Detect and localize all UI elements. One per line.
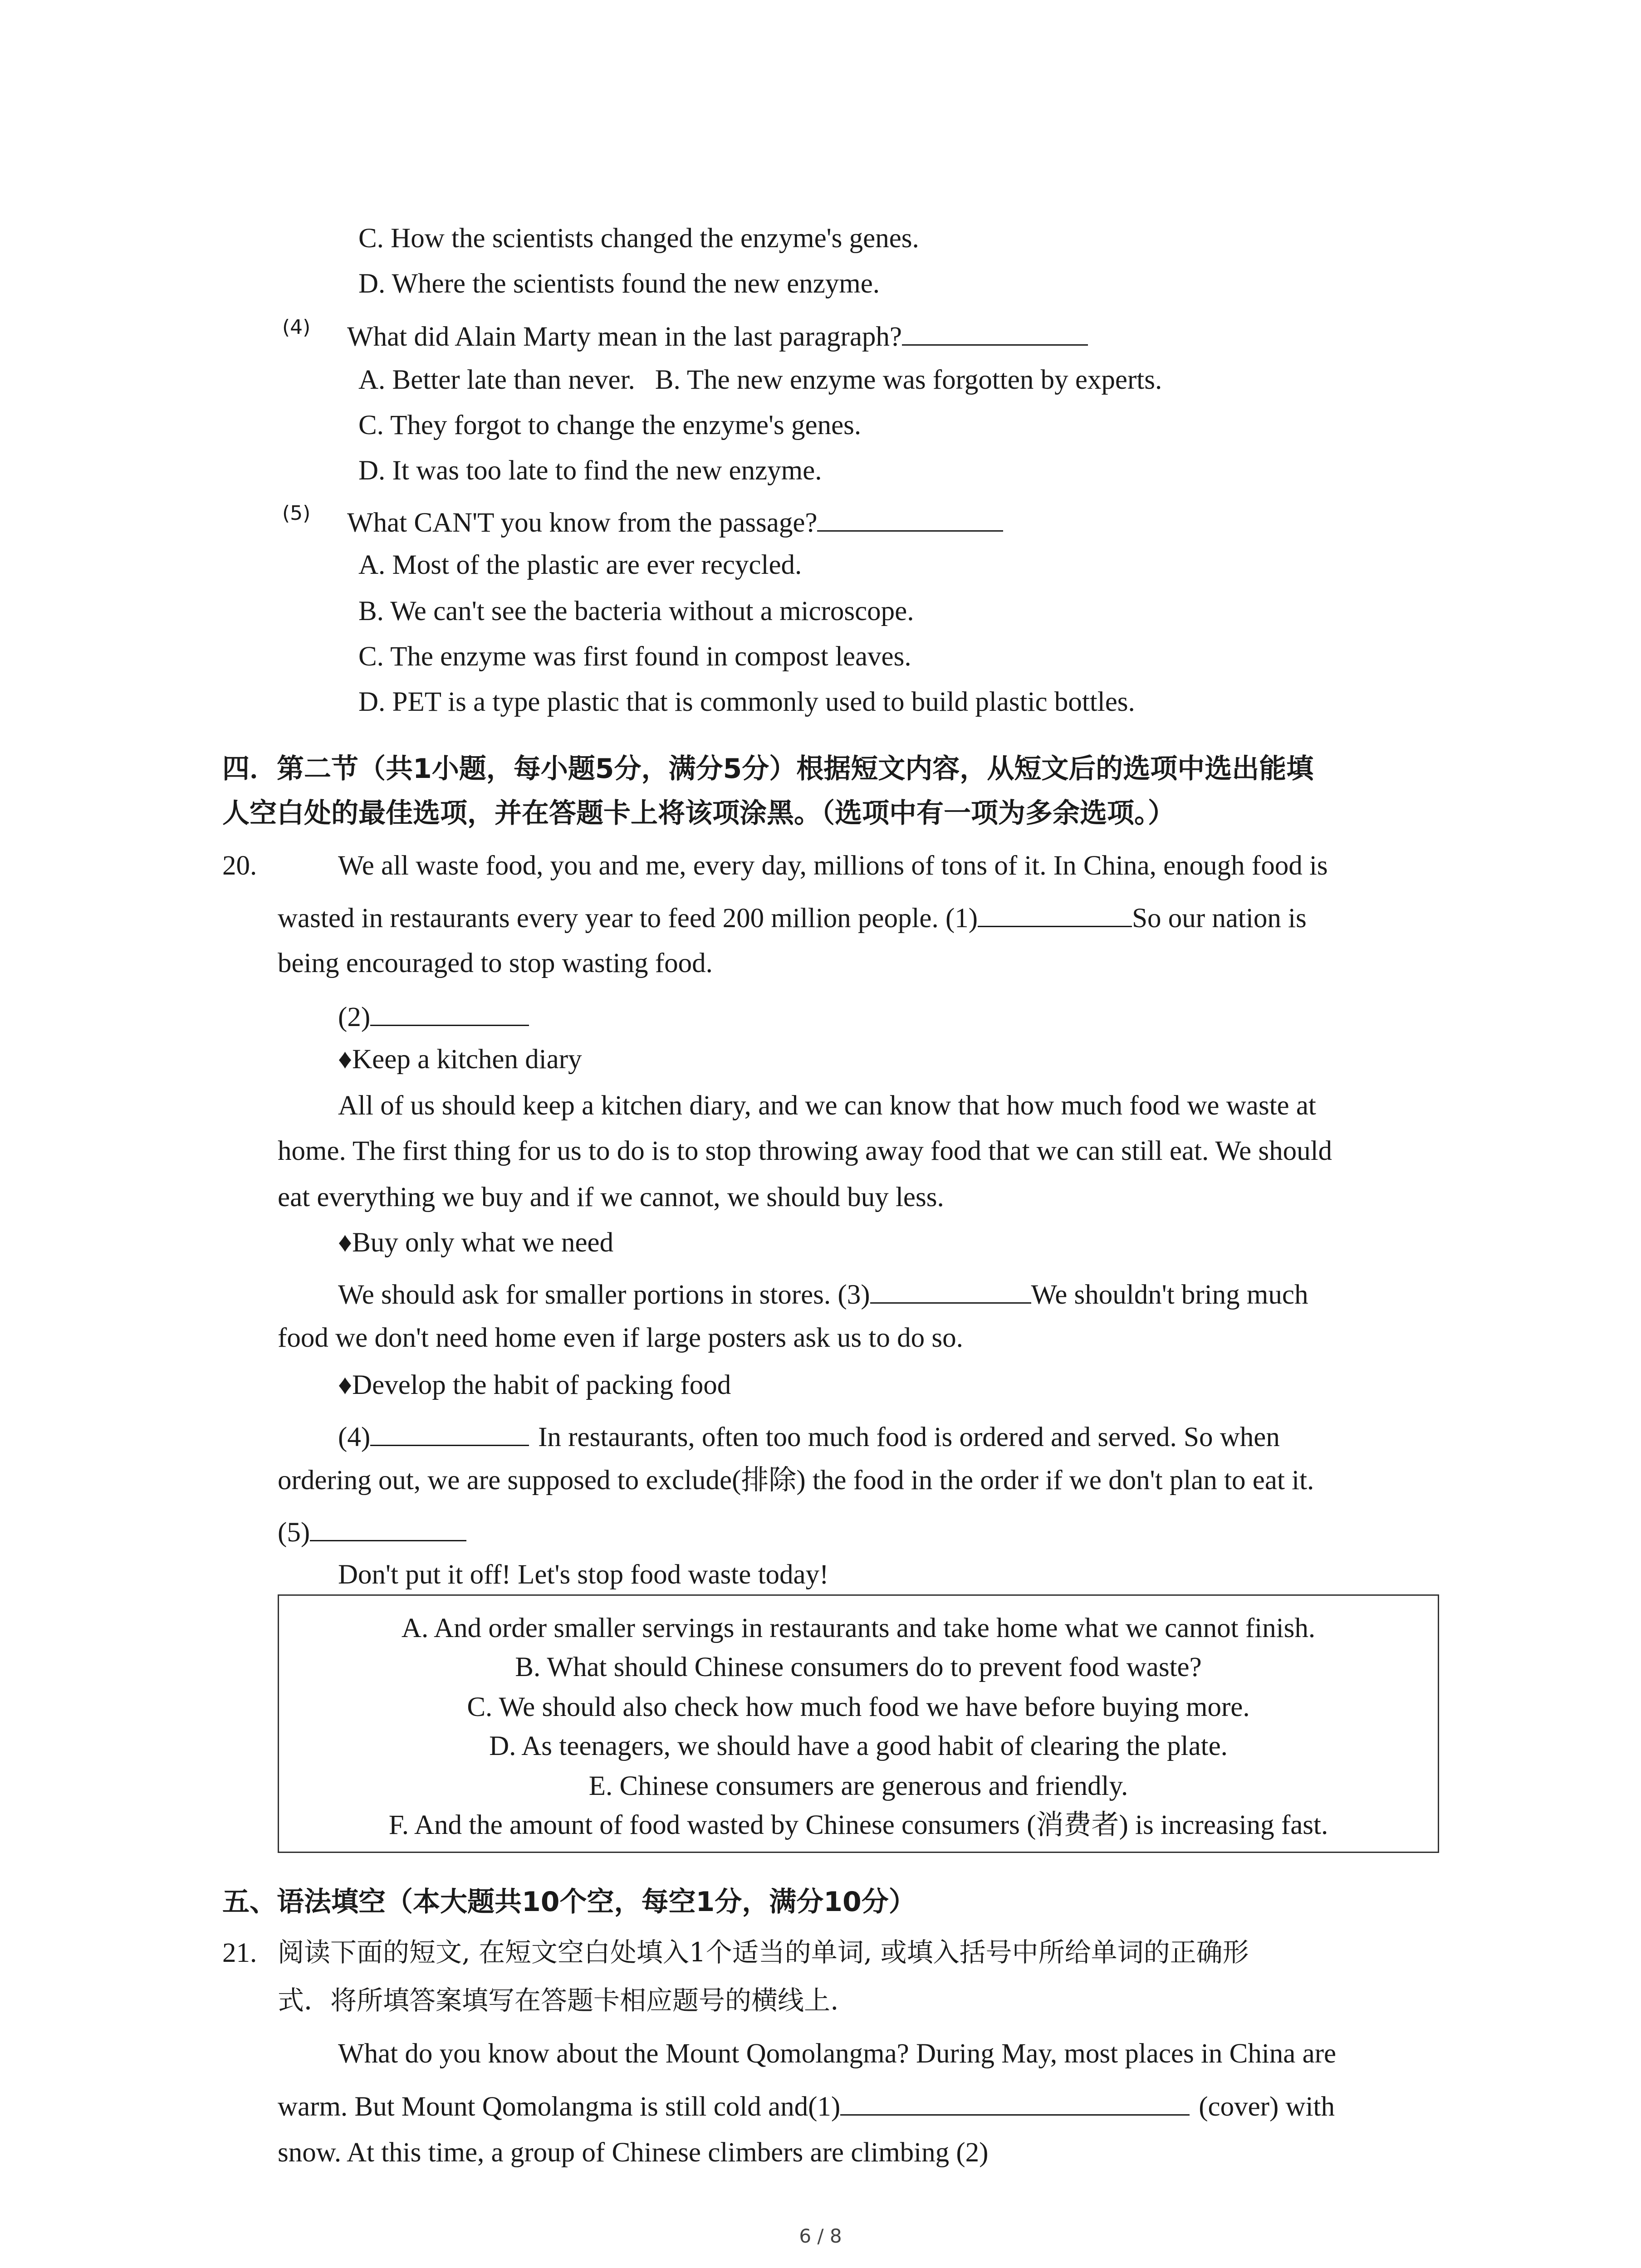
q20-paragraph1-line1: We all waste food, you and me, every day, millions of tons of it. In China, enough food is — [338, 850, 1328, 881]
q20-bullet-buy-only: ♦Buy only what we need — [338, 1227, 614, 1258]
q20-number: 20. — [222, 850, 257, 881]
q19-4-number: (4) — [282, 316, 311, 339]
q20-blank-2-line — [338, 1000, 529, 1031]
q20-paragraph3-line2: food we don't need home even if large posters ask us to do so. — [278, 1323, 963, 1353]
q21-blank-1[interactable] — [840, 2090, 1190, 2116]
q21-passage-line2 — [278, 2090, 1335, 2121]
section5-heading: 五、语法填空（本大题共10个空，每空1分，满分10分） — [222, 1886, 916, 1918]
q19-4-option-a: A. Better late than never. — [358, 365, 635, 395]
q20-blank-5-line — [278, 1515, 466, 1546]
q20-paragraph3-line1-text: We should ask for smaller portions in stores. (3) — [338, 1280, 870, 1310]
q20-blank-2[interactable] — [370, 1000, 529, 1026]
q20-blank-3[interactable] — [870, 1278, 1031, 1304]
q20-paragraph4-line1-text: In restaurants, often too much food is ordered and served. So when — [538, 1422, 1280, 1452]
q19-4-option-d: D. It was too late to find the new enzyme. — [358, 455, 822, 486]
q20-options-box — [278, 1594, 1439, 1853]
q20-blank-2-label: (2) — [338, 1002, 371, 1032]
q20-blank-5[interactable] — [310, 1515, 466, 1541]
q21-passage-line2-tail: (cover) with — [1199, 2092, 1335, 2122]
q20-paragraph2-line2: home. The first thing for us to do is to stop throwing away food that we can still eat. We should — [278, 1136, 1332, 1166]
q20-bullet-packing-food: ♦Develop the habit of packing food — [338, 1370, 731, 1400]
q20-option-a: A. And order smaller servings in restaurants and take home what we cannot finish. — [401, 1613, 1316, 1643]
q20-closing-line: Don't put it off! Let's stop food waste today! — [338, 1559, 829, 1590]
q19-3-option-d: D. Where the scientists found the new enzyme. — [358, 269, 880, 299]
q20-paragraph1-line2-tail: So our nation is — [1132, 903, 1307, 934]
q19-4-question-text: What did Alain Marty mean in the last paragraph? — [347, 322, 902, 352]
q19-4-question — [347, 320, 1088, 351]
q20-paragraph1-line3: being encouraged to stop wasting food. — [278, 948, 713, 978]
q20-option-c: C. We should also check how much food we have before buying more. — [467, 1692, 1250, 1722]
q20-paragraph2-line1: All of us should keep a kitchen diary, and we can know that how much food we waste at — [338, 1090, 1316, 1121]
q20-blank-1[interactable] — [978, 901, 1132, 927]
q21-instruction-line1: 阅读下面的短文, 在短文空白处填入1个适当的单词, 或填入括号中所给单词的正确形 — [278, 1937, 1249, 1968]
q20-paragraph4-line1 — [338, 1420, 1280, 1451]
q19-5-answer-blank[interactable] — [817, 506, 1003, 532]
q19-3-option-c: C. How the scientists changed the enzyme's genes. — [358, 223, 919, 254]
q19-4-option-b: B. The new enzyme was forgotten by experts. — [655, 365, 1162, 395]
q19-5-number: (5) — [282, 502, 311, 525]
q20-paragraph3-line1-tail: We shouldn't bring much — [1031, 1280, 1308, 1310]
q20-option-d: D. As teenagers, we should have a good habit of clearing the plate. — [489, 1731, 1228, 1761]
q20-blank-4-label: (4) — [338, 1422, 371, 1452]
q21-passage-line2-text: warm. But Mount Qomolangma is still cold and(1) — [278, 2092, 841, 2122]
page-number: 6 / 8 — [799, 2225, 842, 2247]
q20-option-f: F. And the amount of food wasted by Chinese consumers (消费者) is increasing fast. — [388, 1810, 1328, 1840]
q21-passage-line3: snow. At this time, a group of Chinese climbers are climbing (2) — [278, 2137, 989, 2168]
q20-blank-5-label: (5) — [278, 1517, 310, 1548]
q19-5-option-b: B. We can't see the bacteria without a microscope. — [358, 596, 914, 626]
q20-paragraph3-line1 — [338, 1278, 1308, 1309]
q20-paragraph2-line3: eat everything we buy and if we cannot, we should buy less. — [278, 1182, 944, 1212]
q20-bullet-kitchen-diary: ♦Keep a kitchen diary — [338, 1044, 582, 1075]
q19-4-option-c: C. They forgot to change the enzyme's genes. — [358, 410, 862, 440]
q19-5-option-d: D. PET is a type plastic that is commonly used to build plastic bottles. — [358, 687, 1135, 717]
q20-paragraph1-line2 — [278, 901, 1307, 932]
section4-heading-line1: 四．第二节（共1小题，每小题5分，满分5分）根据短文内容，从短文后的选项中选出能填 — [222, 753, 1314, 785]
q20-paragraph1-line2-text: wasted in restaurants every year to feed 200 million people. (1) — [278, 903, 978, 934]
section4-heading-line2: 人空白处的最佳选项，并在答题卡上将该项涂黑。（选项中有一项为多余选项。） — [222, 797, 1175, 829]
q19-5-option-c: C. The enzyme was first found in compost leaves. — [358, 641, 911, 672]
q20-blank-4[interactable] — [370, 1420, 529, 1446]
q19-4-answer-blank[interactable] — [902, 320, 1088, 346]
q19-5-question — [347, 506, 1003, 537]
q19-4-options-ab — [358, 366, 1162, 394]
q19-5-question-text: What CAN'T you know from the passage? — [347, 508, 818, 538]
q21-instruction-line2: 式．将所填答案填写在答题卡相应题号的横线上. — [278, 1985, 839, 2016]
q20-option-b: B. What should Chinese consumers do to prevent food waste? — [515, 1652, 1202, 1682]
q19-5-option-a: A. Most of the plastic are ever recycled. — [358, 550, 802, 580]
q20-paragraph4-line2: ordering out, we are supposed to exclude(排除) the food in the order if we don't plan to eat it. — [278, 1465, 1314, 1496]
q21-number: 21. — [222, 1938, 257, 1968]
q20-option-e: E. Chinese consumers are generous and friendly. — [588, 1771, 1128, 1801]
q21-passage-line1: What do you know about the Mount Qomolangma? During May, most places in China are — [338, 2038, 1337, 2069]
